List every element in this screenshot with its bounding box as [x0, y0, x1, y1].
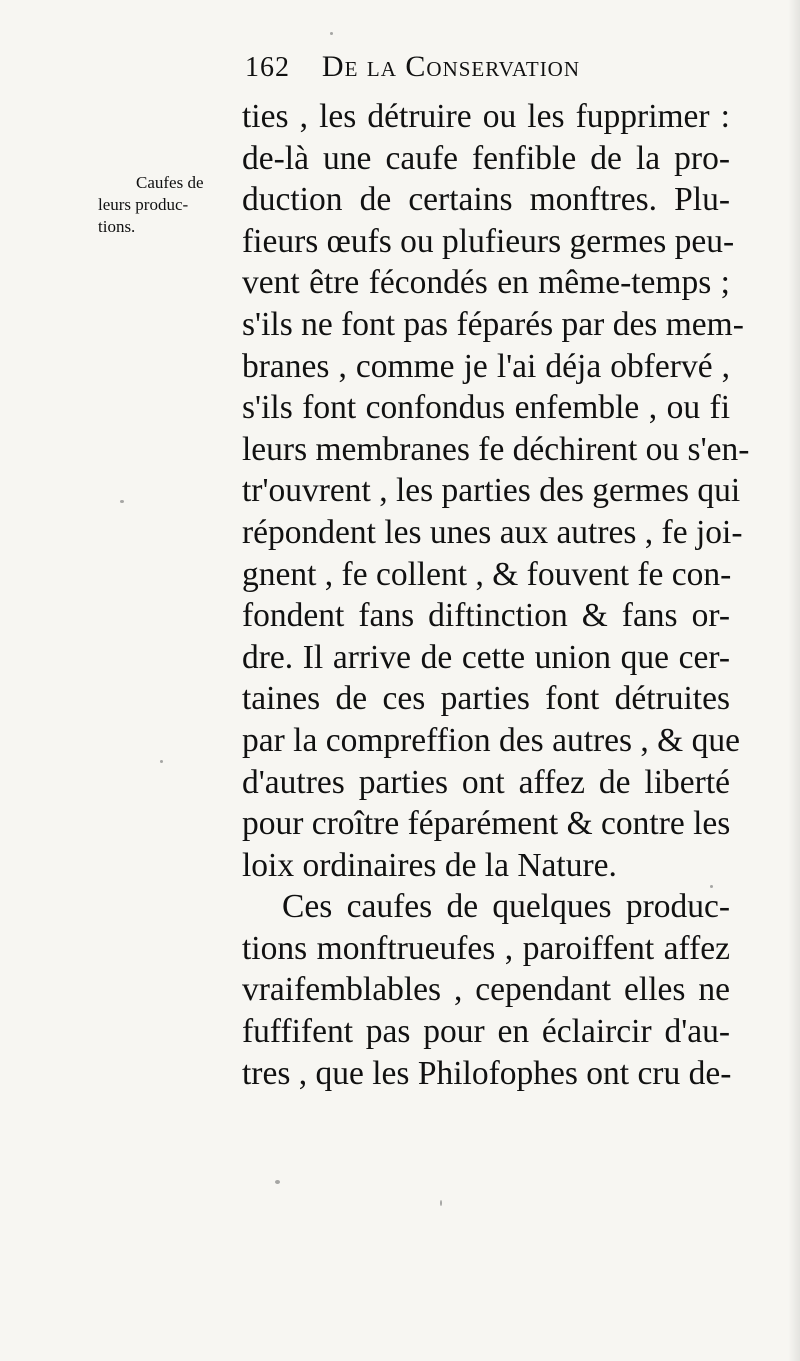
text-line: duction de certains monftres. Plu-: [242, 181, 730, 219]
scan-speck: [120, 500, 124, 503]
text-line: dre. Il arrive de cette union que cer-: [242, 638, 730, 676]
text-line: leurs membranes fe déchirent ou s'en-: [242, 430, 750, 468]
text-line: tr'ouvrent , les parties des germes qui: [242, 472, 741, 510]
text-line: fieurs œufs ou plufieurs germes peu-: [242, 222, 735, 260]
text-line: vraifemblables , cependant elles ne: [242, 971, 730, 1009]
text-line: s'ils ne font pas féparés par des mem-: [242, 305, 744, 343]
scan-speck: [275, 1180, 280, 1184]
text-line: s'ils font confondus enfemble , ou fi: [242, 389, 730, 427]
text-line: d'autres parties ont affez de liberté: [242, 763, 730, 801]
page-number: 162: [245, 52, 290, 83]
marginal-note-line: Caufes de: [136, 173, 204, 192]
scan-speck: [330, 32, 333, 35]
text-line: loix ordinaires de la Nature.: [242, 846, 617, 884]
scan-speck: [160, 760, 163, 763]
text-line: branes , comme je l'ai déja obfervé ,: [242, 347, 730, 385]
text-line: de-là une caufe fenfible de la pro-: [242, 139, 730, 177]
text-line: tions monftrueufes , paroiffent affez: [242, 929, 730, 967]
text-line: répondent les unes aux autres , fe joi-: [242, 513, 743, 551]
text-line: taines de ces parties font détruites: [242, 680, 730, 718]
text-line: par la compreffion des autres , & que: [242, 721, 740, 759]
text-line: pour croître féparément & contre les: [242, 805, 731, 843]
marginal-note-line: leurs produc-: [98, 195, 189, 214]
marginal-note-line: tions.: [98, 217, 136, 236]
page-edge-shadow: [788, 0, 800, 1361]
text-line: ties , les détruire ou les fupprimer :: [242, 98, 730, 135]
text-line: vent être fécondés en même-temps ;: [242, 264, 730, 302]
running-title: De la Conservation: [321, 50, 581, 83]
text-line: tres , que les Philofophes ont cru de-: [242, 1054, 732, 1092]
text-line: fondent fans diftinction & fans or-: [242, 597, 730, 635]
scan-speck: [710, 885, 713, 888]
text-line: gnent , fe collent , & fouvent fe con-: [242, 555, 732, 593]
scan-speck: [440, 1200, 442, 1206]
text-line: fuffifent pas pour en éclaircir d'au-: [242, 1013, 730, 1051]
text-line: Ces caufes de quelques produc-: [282, 888, 730, 926]
marginal-note: [98, 172, 238, 238]
running-header: [245, 50, 665, 96]
body-text: [242, 96, 750, 1094]
